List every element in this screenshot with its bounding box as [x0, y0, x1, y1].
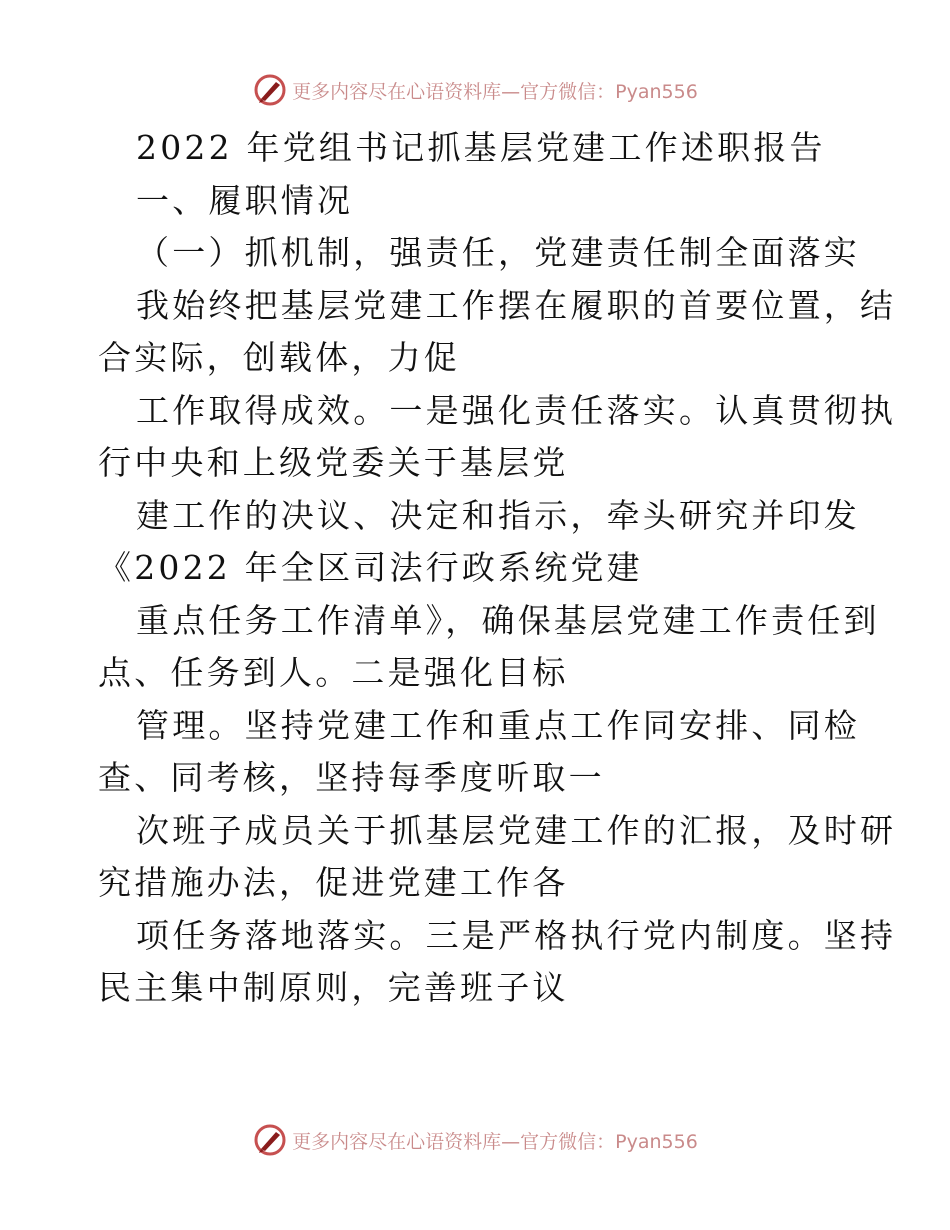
text-line: （一）抓机制，强责任，党建责任制全面落实	[136, 233, 860, 272]
text-line: 项任务落地落实。三是严格执行党内制度。坚持	[136, 915, 897, 955]
text-line: 管理。坚持党建工作和重点工作同安排、同检	[136, 705, 860, 745]
pen-circle-logo-icon	[252, 72, 288, 108]
text-line: 民主集中制原则，完善班子议	[98, 968, 569, 1007]
text-line: 次班子成员关于抓基层党建工作的汇报，及时研	[136, 810, 897, 850]
text-line: 究措施办法，促进党建工作各	[98, 863, 569, 902]
watermark-text: 更多内容尽在心语资料库—官方微信：Pyan556	[292, 80, 698, 103]
text-line: 《2022 年全区司法行政系统党建	[98, 548, 643, 587]
document-title: 2022 年党组书记抓基层党建工作述职报告	[136, 128, 826, 167]
document-body	[98, 122, 897, 1015]
text-line: 查、同考核，坚持每季度听取一	[98, 758, 605, 797]
document-lines	[98, 175, 897, 1015]
watermark-text: 更多内容尽在心语资料库—官方微信：Pyan556	[292, 1130, 698, 1153]
text-line: 行中央和上级党委关于基层党	[98, 443, 569, 482]
text-line: 工作取得成效。一是强化责任落实。认真贯彻执	[136, 390, 897, 430]
text-line: 一、履职情况	[136, 180, 354, 220]
header-watermark	[0, 70, 950, 110]
text-line: 合实际，创载体，力促	[98, 338, 460, 377]
text-line: 重点任务工作清单》，确保基层党建工作责任到	[136, 600, 880, 640]
pen-circle-logo-icon	[252, 1122, 288, 1158]
text-line: 建工作的决议、决定和指示，牵头研究并印发	[136, 495, 860, 535]
footer-watermark	[0, 1120, 950, 1160]
text-line: 我始终把基层党建工作摆在履职的首要位置，结	[136, 285, 897, 325]
text-line: 点、任务到人。二是强化目标	[98, 653, 569, 692]
